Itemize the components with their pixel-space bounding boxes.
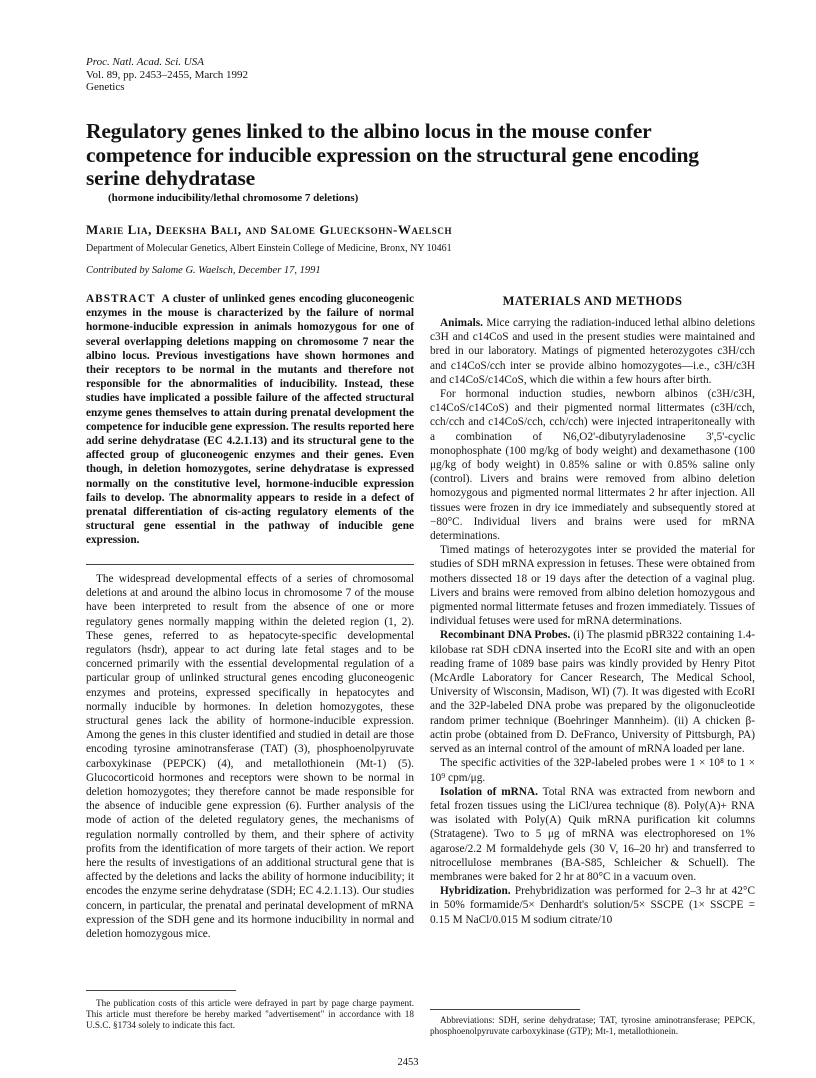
section-label: Genetics bbox=[86, 81, 125, 93]
authors: Marie Lia, Deeksha Bali, and Salome Gluecksohn-Waelsch bbox=[86, 222, 453, 237]
volume-line: Vol. 89, pp. 2453–2455, March 1992 bbox=[86, 68, 249, 81]
methods-probes bbox=[430, 628, 755, 756]
keywords: (hormone inducibility/lethal chromosome 7 deletions) bbox=[108, 192, 359, 204]
journal-header bbox=[86, 56, 248, 94]
methods-body bbox=[430, 316, 755, 927]
abstract-label: ABSTRACT bbox=[86, 293, 156, 305]
affiliation: Department of Molecular Genetics, Albert Einstein College of Medicine, Bronx, NY 10461 bbox=[86, 243, 452, 254]
isolation-text: Total RNA was extracted from newborn and fetal frozen tissues using the LiCl/urea technique (8). Poly(A)+ RNA was isolated with Poly(A) Quik mRNA purification kit columns (Stratagene). Two to 5 μg of mRNA was electrophoresed on 1% agarose/2.2 M formaldehyde gels (30 V, 16–20 hr) and transferred to nitrocellulose membranes (BA-S85, Schleicher & Schuell). The membranes were baked for 2 hr at 80°C in a vacuum oven. bbox=[430, 785, 755, 883]
abstract bbox=[86, 292, 414, 548]
animals-text: Mice carrying the radiation-induced lethal albino deletions c3H and c14CoS and used in the present studies were maintained and bred in our laboratory. Matings of pigmented heterozygotes c3H/cch and c14CoS/cch inter se provide albino homozygotes—i.e., c3H/c3H and c14CoS/c14CoS, which die within a few hours after birth. bbox=[430, 317, 755, 386]
hybridization-head: Hybridization. bbox=[440, 885, 511, 898]
page-number: 2453 bbox=[397, 1057, 419, 1068]
methods-heading: MATERIALS AND METHODS bbox=[502, 294, 683, 308]
contributed-line: Contributed by Salome G. Waelsch, December 17, 1991 bbox=[86, 265, 321, 276]
methods-timed-matings: Timed matings of heterozygotes inter se provided the material for studies of SDH mRNA expression in fetuses. These were obtained from mothers dissected 18 or 19 days after the detection of a vaginal plug. Livers and brains were removed from albino deletion homozygous and pigmented normal littermate fetuses and frozen immediately. Tissues of individual fetuses were used for mRNA determinations. bbox=[430, 544, 755, 628]
isolation-head: Isolation of mRNA. bbox=[440, 785, 538, 798]
abstract-text: A cluster of unlinked genes encoding gluconeogenic enzymes in the mouse is characterized by the failure of normal hormone-inducible expression in animals homozygous for one of several overlapping deletions mapping on chromosome 7 near the albino locus. Previous investigations have shown hormones and their receptors to be normal in the mutants and therefore not responsible for the abnormalities of inducibility. Instead, these studies have implicated a possible failure of the affected structural enzyme genes themselves to attain during prenatal development the competence for inducible gene expression. The results reported here add serine dehydratase (EC 4.2.1.13) and its structural gene to the affected group of gluconeogenic enzymes and their genes. Even though, in deletion homozygotes, serine dehydratase is expressed normally on the constitutive level, hormone-inducible expression fails to develop. The abnormality appears to reside in a defect of prenatal differentiation of cis-acting regulatory elements of the structural gene essential in the pathway of inducible gene expression. bbox=[86, 293, 414, 547]
article-title: Regulatory genes linked to the albino locus in the mouse confer competence for inducible expression on the structural gene encoding serine dehydratase bbox=[86, 119, 699, 190]
probes-head: Recombinant DNA Probes. bbox=[440, 629, 571, 642]
methods-hormonal: For hormonal induction studies, newborn albinos (c3H/c3H, c14CoS/c14CoS) and their pigmented normal littermates (c3H/cch, cch/cch and c14CoS/cch, cch/cch) were injected intraperitoneally with a combination of N6,O2'-dibutyryladenosine 3',5'-cyclic monophosphate (100 mg/kg of body weight) and dexamethasone (100 μg/kg of body weight) in 0.85% saline or with 0.85% saline only (control). Livers and brains were removed from albino deletion homozygous and pigmented normal littermates 2 hr after injection. All tissues were frozen in dry ice immediately and subsequently stored at −80°C. Individual livers and brains were used for mRNA determinations. bbox=[430, 388, 755, 543]
methods-animals bbox=[430, 316, 755, 387]
footnote-divider-right bbox=[430, 1009, 580, 1010]
abstract-divider bbox=[86, 564, 414, 565]
animals-head: Animals. bbox=[440, 317, 483, 329]
publication-footnote: The publication costs of this article were defrayed in part by page charge payment. This article must therefore be hereby marked "advertisement" in accordance with 18 U.S.C. §1734 solely to indicate this fact. bbox=[86, 998, 414, 1030]
methods-activities: The specific activities of the 32P-labeled probes were 1 × 10⁸ to 1 × 10⁹ cpm/μg. bbox=[430, 757, 755, 784]
footnote-divider-left bbox=[86, 990, 236, 991]
hybridization-text: Prehybridization was performed for 2–3 hr at 42°C in 50% formamide/5× Denhardt's solution/5× SSCPE (1× SSCPE = 0.15 M NaCl/0.015 M sodium citrate/10 bbox=[430, 885, 755, 926]
methods-hybridization bbox=[430, 884, 755, 927]
methods-isolation bbox=[430, 785, 755, 884]
introduction bbox=[86, 572, 414, 941]
probes-text: (i) The plasmid pBR322 containing 1.4-kilobase rat SDH cDNA inserted into the EcoRI site and with an open reading frame of 1089 base pairs was kindly provided by Henry Pitot (McArdle Laboratory for Cancer Research, The Medical School, University of Wisconsin, Madison, WI) (7). It was digested with EcoRI and the 32P-labeled DNA probe was prepared by the oligonucleotide random primer technique (Boehringer Mannheim). (ii) A chicken β-actin probe (obtained from D. DeFranco, University of Pittsburgh, PA) served as an internal control of the amount of mRNA loaded per lane. bbox=[430, 629, 755, 756]
intro-paragraph: The widespread developmental effects of a series of chromosomal deletions at and around the albino locus in chromosome 7 of the mouse have been interpreted to result from the absence of one or more regulatory genes normally mapping within the deleted region (1, 2). These genes, referred to as hepatocyte-specific developmental regulators (hsdr), appear to act during late fetal stages and to be concerned primarily with the essential developmental regulation of a particular group of unlinked structural genes encoding gluconeogenic enzymes and proteins, expressed specifically in hepatocytes and normally inducible by hormones. In deletion homozygotes, these structural genes lack the ability of hormone-inducible expression. Among the genes in this cluster identified and studied in detail are those encoding tyrosine aminotransferase (TAT) (3), phosphoenolpyruvate carboxykinase (PEPCK) (4), and metallothionein (Mt-1) (5). Glucocorticoid hormones and receptors were shown to be normal in deletion homozygotes; they therefore cannot be made responsible for the absence of inducible gene expression (6). Further analysis of the mode of action of the deleted regulatory genes, the mechanisms of regulation normally controlled by them, and their sphere of activity profits from the identification of more targets of their action. We report here the results of investigations of an additional structural gene that is affected by the deletions and lacks the ability of hormone inducibility; it encodes the enzyme serine dehydratase (SDH; EC 4.2.1.13). Our studies concern, in particular, the prenatal and perinatal development of mRNA expression of the SDH gene and its hormone inducibility in normal and deletion homozygous mice. bbox=[86, 573, 414, 941]
abbreviations-footnote: Abbreviations: SDH, serine dehydratase; TAT, tyrosine aminotransferase; PEPCK, phosphoenolpyruvate carboxykinase (GTP); Mt-1, metallothionein. bbox=[430, 1015, 755, 1036]
journal-name: Proc. Natl. Acad. Sci. USA bbox=[86, 56, 204, 68]
